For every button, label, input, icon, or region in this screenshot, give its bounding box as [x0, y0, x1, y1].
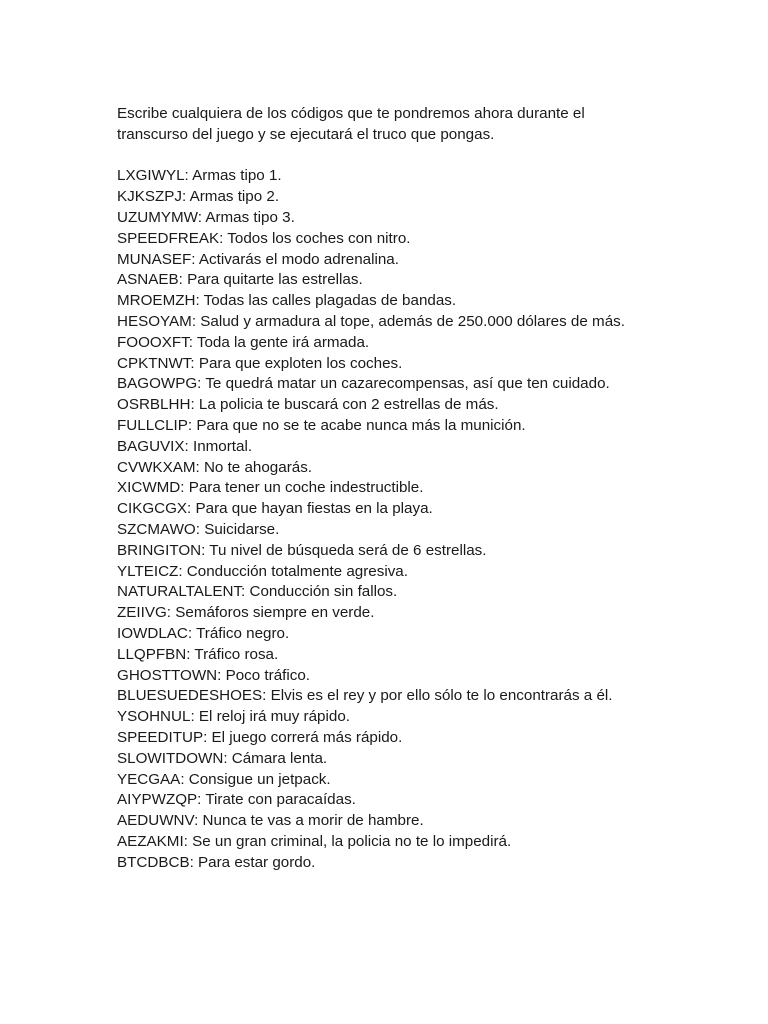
- cheat-code-item: AIYPWZQP: Tirate con paracaídas.: [117, 791, 356, 809]
- cheat-code: AEDUWNV: [117, 812, 195, 830]
- cheat-description: El juego correrá más rápido.: [211, 728, 403, 746]
- cheat-code: CVWKXAM: [117, 458, 196, 476]
- cheat-code-item: BTCDBCB: Para estar gordo.: [117, 853, 316, 871]
- cheat-code: IOWDLAC: [117, 624, 188, 642]
- cheat-code-item: BAGOWPG: Te quedrá matar un cazarecompensas, así que ten cuidado.: [117, 375, 610, 393]
- cheat-code-item: AEDUWNV: Nunca te vas a morir de hambre.: [117, 812, 424, 830]
- cheat-code-item: CVWKXAM: No te ahogarás.: [117, 458, 313, 476]
- cheat-code: ZEIIVG: [117, 604, 167, 622]
- cheat-code: YLTEICZ: [117, 562, 179, 580]
- cheat-description: Cámara lenta.: [231, 749, 328, 767]
- cheat-description: Te quedrá matar un cazarecompensas, así que ten cuidado.: [205, 375, 610, 393]
- cheat-description: La policia te buscará con 2 estrellas de más.: [198, 396, 499, 414]
- cheat-description: Suicidarse.: [204, 520, 280, 538]
- cheat-code-item: GHOSTTOWN: Poco tráfico.: [117, 666, 310, 684]
- cheat-code-item: MROEMZH: Todas las calles plagadas de bandas.: [117, 292, 457, 310]
- cheat-code-item: YSOHNUL: El reloj irá muy rápido.: [117, 708, 350, 726]
- cheat-description: No te ahogarás.: [203, 458, 313, 476]
- cheat-description: El reloj irá muy rápido.: [198, 708, 350, 726]
- cheat-code-item: KJKSZPJ: Armas tipo 2.: [117, 188, 280, 206]
- cheat-code: LLQPFBN: [117, 645, 187, 663]
- cheat-code: OSRBLHH: [117, 396, 191, 414]
- cheat-description: Armas tipo 2.: [189, 188, 280, 206]
- cheat-code: SZCMAWO: [117, 520, 196, 538]
- cheat-code: MROEMZH: [117, 292, 196, 310]
- cheat-code-item: CPKTNWT: Para que exploten los coches.: [117, 354, 403, 372]
- cheat-code-item: ZEIIVG: Semáforos siempre en verde.: [117, 604, 375, 622]
- intro-line-1: Escribe cualquiera de los códigos que te pondremos ahora durante el: [117, 105, 585, 122]
- cheat-code-item: HESOYAM: Salud y armadura al tope, además de 250.000 dólares de más.: [117, 312, 625, 330]
- cheat-code-item: BRINGITON: Tu nivel de búsqueda será de 6 estrellas.: [117, 541, 487, 559]
- cheat-code: YECGAA: [117, 770, 181, 788]
- cheat-description: Tráfico negro.: [196, 624, 290, 642]
- cheat-description: Tráfico rosa.: [194, 645, 279, 663]
- cheat-description: Toda la gente irá armada.: [196, 333, 370, 351]
- cheat-code: SPEEDITUP: [117, 728, 204, 746]
- cheat-description: Inmortal.: [192, 437, 253, 455]
- cheat-code-item: ASNAEB: Para quitarte las estrellas.: [117, 271, 363, 289]
- cheat-code-item: IOWDLAC: Tráfico negro.: [117, 624, 290, 642]
- cheat-description: Todos los coches con nitro.: [227, 229, 411, 247]
- cheat-code-item: YECGAA: Consigue un jetpack.: [117, 770, 331, 788]
- cheat-code: SPEEDFREAK: [117, 229, 220, 247]
- cheat-code: KJKSZPJ: [117, 188, 182, 206]
- cheat-code: HESOYAM: [117, 312, 192, 330]
- cheat-code-item: LXGIWYL: Armas tipo 1.: [117, 167, 282, 185]
- cheat-code-item: FULLCLIP: Para que no se te acabe nunca más la munición.: [117, 416, 526, 434]
- cheat-code: FOOOXFT: [117, 333, 189, 351]
- cheat-code: FULLCLIP: [117, 416, 188, 434]
- cheat-code-item: XICWMD: Para tener un coche indestructible.: [117, 479, 424, 497]
- cheat-code-list: [117, 166, 737, 873]
- cheat-description: Para quitarte las estrellas.: [187, 271, 363, 289]
- intro-line-2: transcurso del juego y se ejecutará el truco que pongas.: [117, 125, 495, 143]
- cheat-description: Se un gran criminal, la policia no te lo impedirá.: [192, 832, 512, 850]
- cheat-code: BAGUVIX: [117, 437, 185, 455]
- cheat-code: BTCDBCB: [117, 853, 190, 871]
- cheat-description: Tu nivel de búsqueda será de 6 estrellas.: [209, 541, 487, 559]
- cheat-code-item: FOOOXFT: Toda la gente irá armada.: [117, 333, 370, 351]
- cheat-code-item: UZUMYMW: Armas tipo 3.: [117, 208, 295, 226]
- cheat-code-item: NATURALTALENT: Conducción sin fallos.: [117, 583, 398, 601]
- cheat-description: Para estar gordo.: [198, 853, 316, 871]
- cheat-code: NATURALTALENT: [117, 583, 242, 601]
- cheat-description: Armas tipo 1.: [192, 167, 282, 185]
- cheat-description: Armas tipo 3.: [205, 208, 295, 226]
- cheat-description: Salud y armadura al tope, además de 250.000 dólares de más.: [200, 312, 625, 330]
- cheat-code: AIYPWZQP: [117, 791, 198, 809]
- cheat-code-item: SPEEDITUP: El juego correrá más rápido.: [117, 728, 403, 746]
- cheat-description: Activarás el modo adrenalina.: [198, 250, 399, 268]
- cheat-code: SLOWITDOWN: [117, 749, 224, 767]
- intro-paragraph: [117, 104, 737, 146]
- cheat-code-item: SZCMAWO: Suicidarse.: [117, 520, 280, 538]
- cheat-description: Para que no se te acabe nunca más la munición.: [196, 416, 526, 434]
- cheat-code: YSOHNUL: [117, 708, 191, 726]
- cheat-code-item: CIKGCGX: Para que hayan fiestas en la playa.: [117, 500, 433, 518]
- cheat-code: UZUMYMW: [117, 208, 198, 226]
- cheat-description: Nunca te vas a morir de hambre.: [202, 812, 424, 830]
- cheat-code-item: SLOWITDOWN: Cámara lenta.: [117, 749, 328, 767]
- cheat-description: Para tener un coche indestructible.: [188, 479, 424, 497]
- cheat-code-item: YLTEICZ: Conducción totalmente agresiva.: [117, 562, 408, 580]
- cheat-description: Conducción totalmente agresiva.: [186, 562, 408, 580]
- cheat-code: GHOSTTOWN: [117, 666, 218, 684]
- cheat-description: Para que hayan fiestas en la playa.: [195, 500, 433, 518]
- cheat-code: CPKTNWT: [117, 354, 191, 372]
- cheat-code: BAGOWPG: [117, 375, 198, 393]
- cheat-code: LXGIWYL: [117, 167, 185, 185]
- cheat-code: ASNAEB: [117, 271, 179, 289]
- cheat-code-item: BLUESUEDESHOES: Elvis es el rey y por ello sólo te lo encontrarás a él.: [117, 687, 613, 705]
- cheat-description: Elvis es el rey y por ello sólo te lo encontrarás a él.: [270, 687, 613, 705]
- cheat-code-item: SPEEDFREAK: Todos los coches con nitro.: [117, 229, 411, 247]
- cheat-description: Para que exploten los coches.: [198, 354, 403, 372]
- cheat-code: BRINGITON: [117, 541, 202, 559]
- cheat-code: XICWMD: [117, 479, 181, 497]
- document-body: [117, 104, 737, 873]
- cheat-code-item: AEZAKMI: Se un gran criminal, la policia no te lo impedirá.: [117, 832, 512, 850]
- cheat-description: Todas las calles plagadas de bandas.: [203, 292, 457, 310]
- cheat-code: MUNASEF: [117, 250, 192, 268]
- cheat-code: BLUESUEDESHOES: [117, 687, 263, 705]
- cheat-code: AEZAKMI: [117, 832, 184, 850]
- cheat-description: Consigue un jetpack.: [188, 770, 331, 788]
- cheat-description: Semáforos siempre en verde.: [175, 604, 375, 622]
- cheat-code: CIKGCGX: [117, 500, 188, 518]
- cheat-description: Conducción sin fallos.: [249, 583, 398, 601]
- cheat-code-item: OSRBLHH: La policia te buscará con 2 estrellas de más.: [117, 396, 499, 414]
- cheat-description: Tirate con paracaídas.: [205, 791, 356, 809]
- cheat-code-item: BAGUVIX: Inmortal.: [117, 437, 253, 455]
- cheat-code-item: MUNASEF: Activarás el modo adrenalina.: [117, 250, 399, 268]
- cheat-code-item: LLQPFBN: Tráfico rosa.: [117, 645, 279, 663]
- cheat-description: Poco tráfico.: [225, 666, 310, 684]
